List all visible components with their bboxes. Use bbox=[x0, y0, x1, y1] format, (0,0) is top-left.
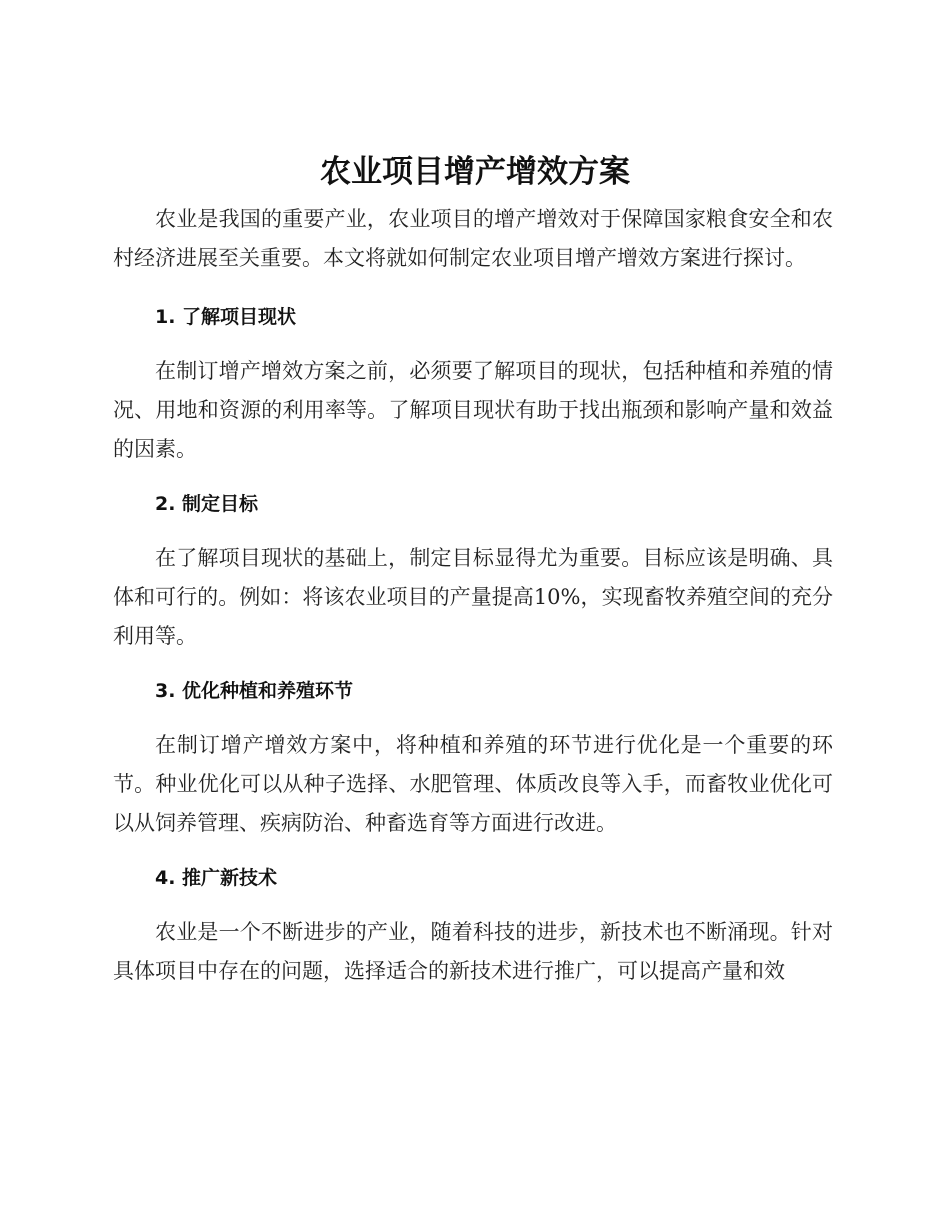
section-3 bbox=[113, 672, 833, 843]
section-2 bbox=[113, 485, 833, 656]
section-paragraph: 在制订增产增效方案中，将种植和养殖的环节进行优化是一个重要的环节。种业优化可以从种子选择、水肥管理、体质改良等入手，而畜牧业优化可以从饲养管理、疾病防治、种畜选育等方面进行改进。 bbox=[113, 733, 833, 835]
document-title: 农业项目增产增效方案 bbox=[320, 154, 630, 190]
section-4 bbox=[113, 859, 833, 991]
section-paragraph: 农业是一个不断进步的产业，随着科技的进步，新技术也不断涌现。针对具体项目中存在的问题，选择适合的新技术进行推广，可以提高产量和效 bbox=[113, 920, 833, 983]
section-paragraph: 在制订增产增效方案之前，必须要了解项目的现状，包括种植和养殖的情况、用地和资源的利用率等。了解项目现状有助于找出瓶颈和影响产量和效益的因素。 bbox=[113, 359, 833, 461]
intro-paragraph: 农业是我国的重要产业，农业项目的增产增效对于保障国家粮食安全和农村经济进展至关重要。本文将就如何制定农业项目增产增效方案进行探讨。 bbox=[113, 207, 833, 270]
section-paragraph: 在了解项目现状的基础上，制定目标显得尤为重要。目标应该是明确、具体和可行的。例如：将该农业项目的产量提高10%，实现畜牧养殖空间的充分利用等。 bbox=[113, 546, 833, 648]
document-body bbox=[113, 200, 833, 991]
section-heading: 4. 推广新技术 bbox=[155, 867, 278, 889]
section-heading: 3. 优化种植和养殖环节 bbox=[155, 680, 354, 702]
section-heading: 2. 制定目标 bbox=[155, 493, 259, 515]
section-heading: 1. 了解项目现状 bbox=[155, 306, 297, 328]
section-1 bbox=[113, 298, 833, 469]
